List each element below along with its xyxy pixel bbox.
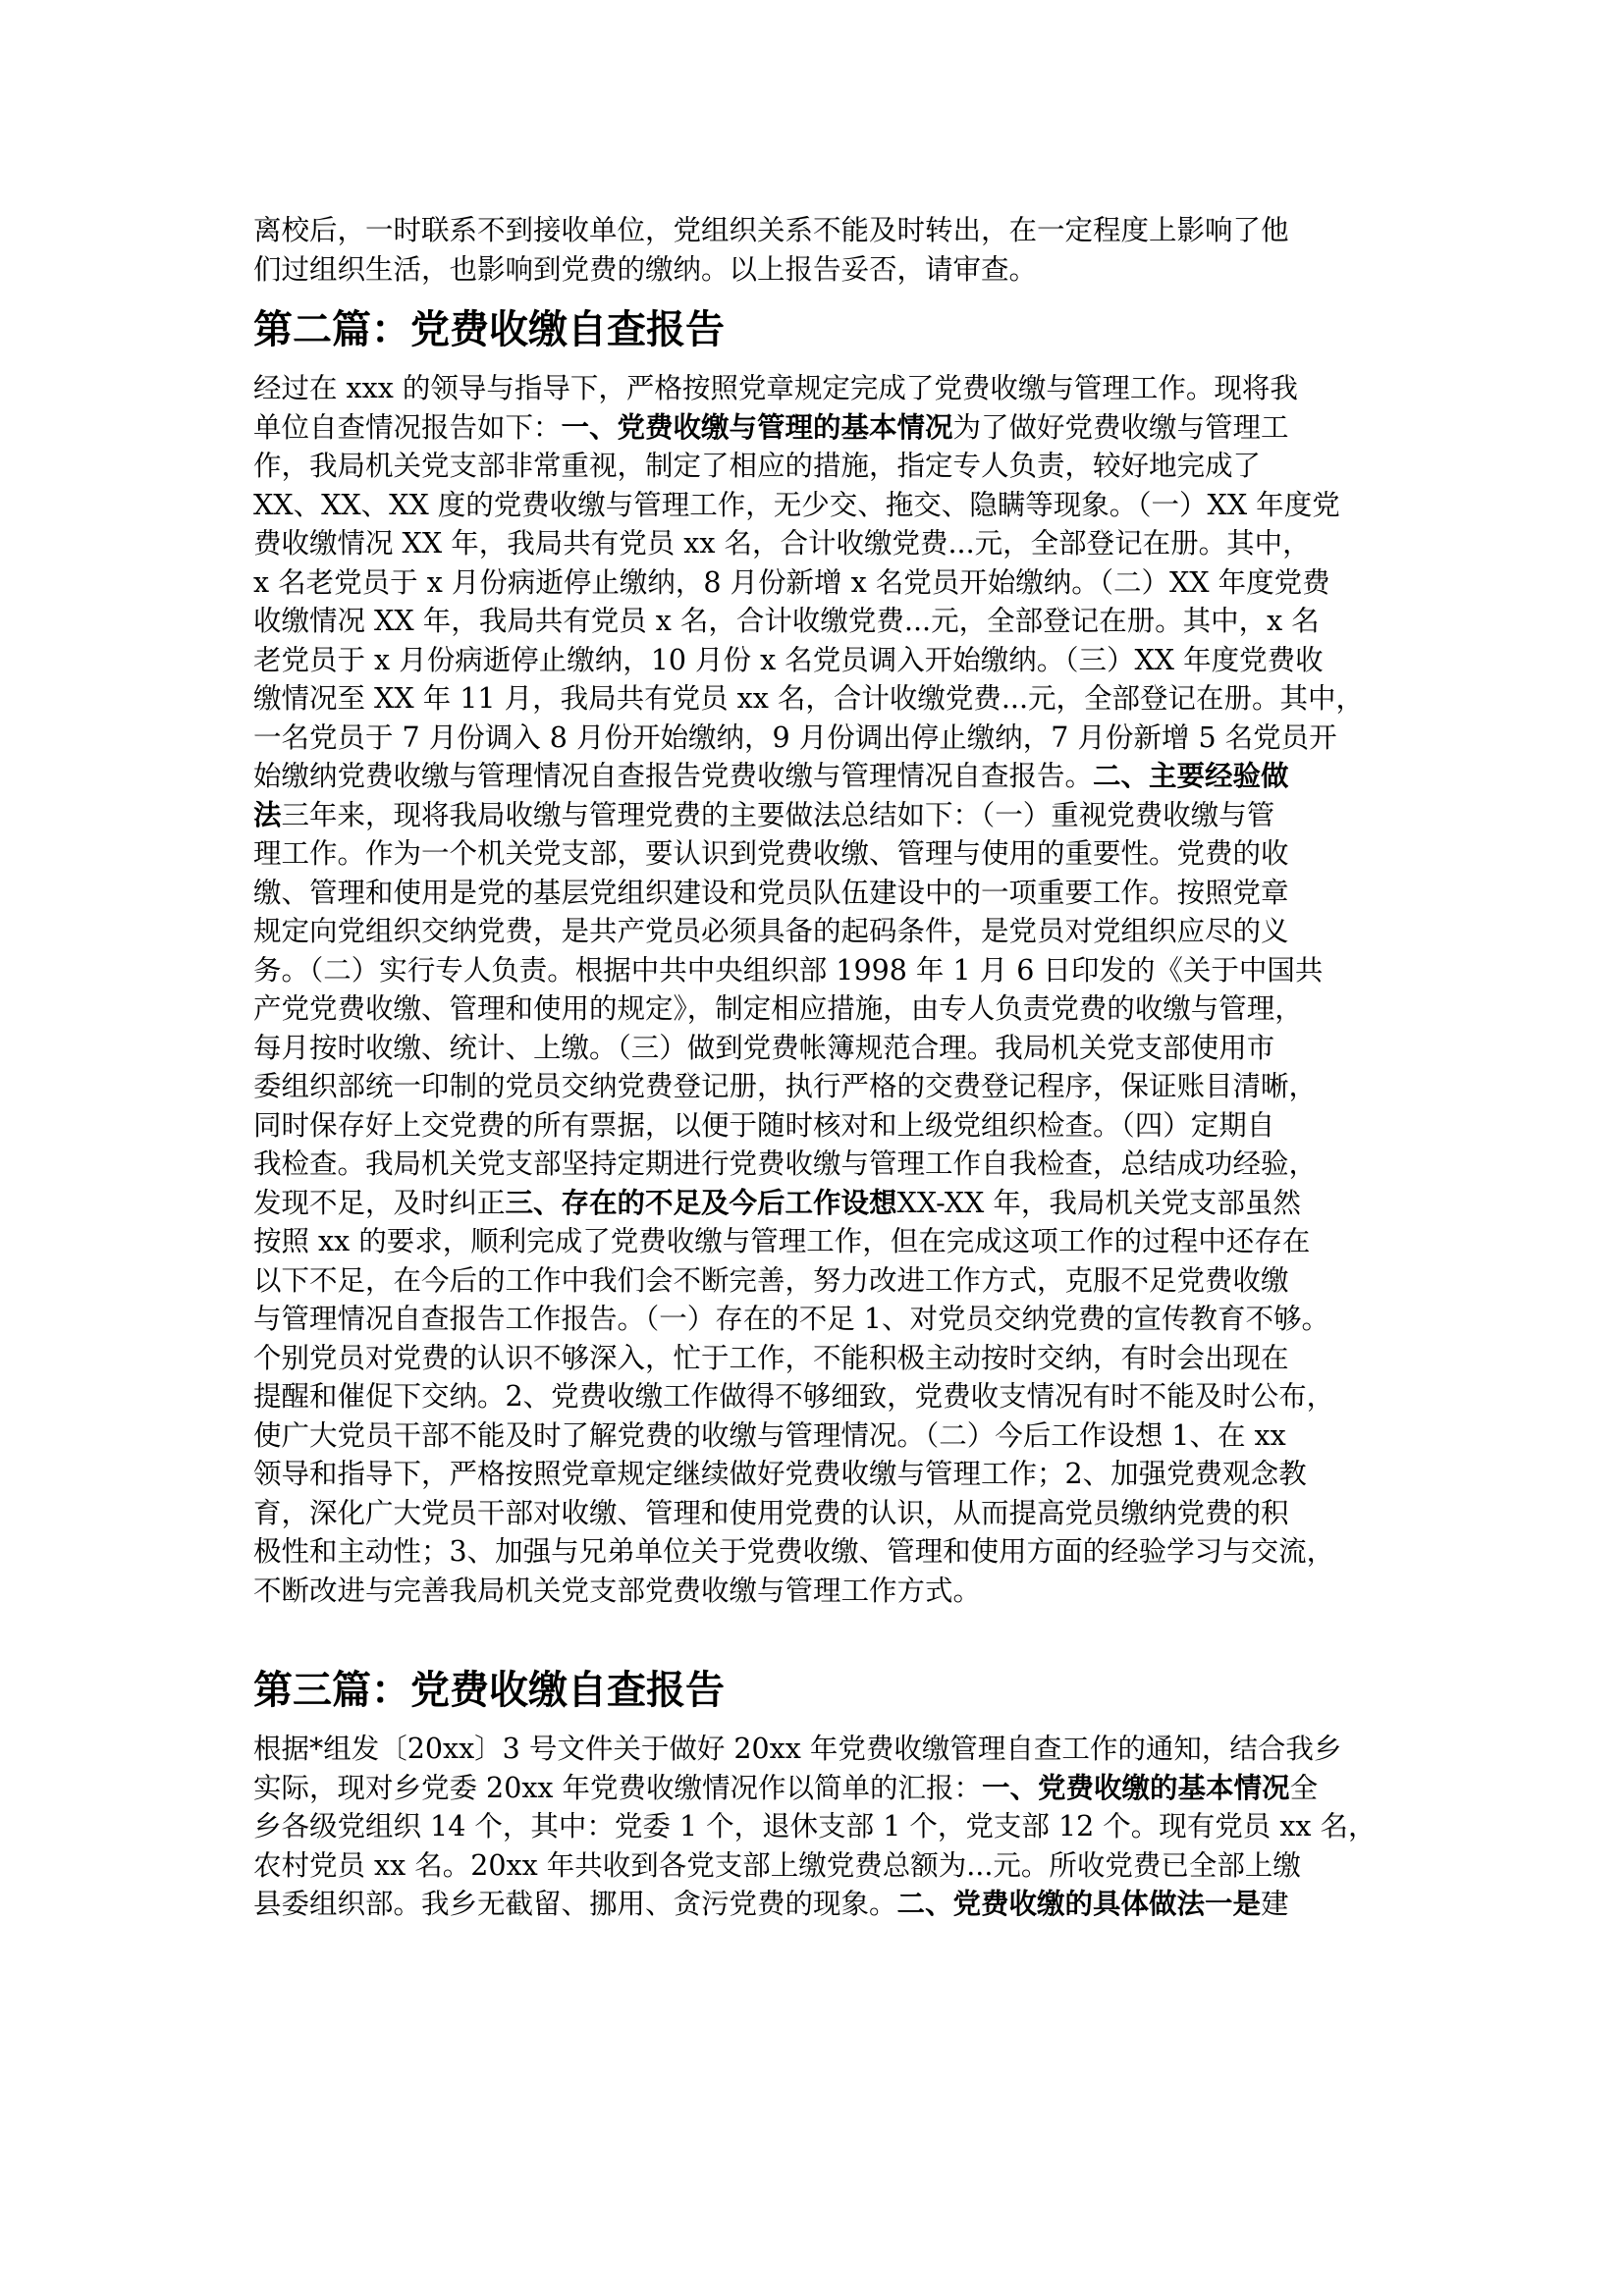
text-run: 收缴情况 XX 年，我局共有党员 x 名，合计收缴党费...元，全部登记在册。其中，x 名 — [253, 605, 1320, 637]
text-line — [253, 486, 1373, 525]
text-line — [253, 757, 1373, 796]
section-3-heading: 第三篇：党费收缴自查报告 — [253, 1668, 725, 1713]
text-run: 县委组织部。我乡无截留、挪用、贪污党费的现象。 — [253, 1888, 897, 1920]
text-run: 一名党员于 7 月份调入 8 月份开始缴纳，9 月份调出停止缴纳，7 月份新增 5 名党员开 — [253, 721, 1337, 754]
bold-heading-run: 一、党费收缴与管理的基本情况 — [561, 410, 953, 444]
text-run: 务。（二）实行专人负责。根据中共中央组织部 1998 年 1 月 6 日印发的《关于中国共 — [253, 953, 1324, 987]
text-run: 作，我局机关党支部非常重视，制定了相应的措施，指定专人负责，较好地完成了 — [253, 450, 1262, 482]
text-run: 实际，现对乡党委 20xx 年党费收缴情况作以简单的汇报： — [253, 1771, 983, 1804]
section-2-body — [253, 369, 1373, 1610]
text-run: 与管理情况自查报告工作报告。（一）存在的不足 1、对党员交纳党费的宣传教育不够。 — [253, 1303, 1329, 1335]
text-line — [253, 602, 1373, 641]
text-line — [253, 1339, 1373, 1378]
text-run: 建 — [1261, 1888, 1289, 1920]
text-line — [253, 641, 1373, 680]
text-line — [253, 1029, 1373, 1068]
text-line — [253, 1067, 1373, 1106]
intro-paragraph — [253, 211, 1373, 289]
text-run: 乡各级党组织 14 个，其中：党委 1 个，退休支部 1 个，党支部 12 个。现有党员 xx 名， — [253, 1810, 1377, 1842]
text-line — [253, 1846, 1373, 1886]
text-run: 使广大党员干部不能及时了解党费的收缴与管理情况。（二）今后工作设想 1、在 xx — [253, 1418, 1286, 1452]
text-line — [253, 1145, 1373, 1184]
text-line — [253, 1455, 1373, 1494]
text-line — [253, 1416, 1373, 1456]
text-run: 为了做好党费收缴与管理工 — [952, 410, 1289, 444]
text-line — [253, 1494, 1373, 1533]
text-line — [253, 679, 1373, 719]
text-run: 领导和指导下，严格按照党章规定继续做好党费收缴与管理工作；2、加强党费观念教 — [253, 1458, 1307, 1490]
text-run: 全 — [1289, 1771, 1319, 1804]
text-line — [253, 834, 1373, 874]
document-page — [253, 211, 1377, 1924]
text-run: 发现不足，及时纠正 — [253, 1186, 506, 1219]
text-run: 三年来，现将我局收缴与管理党费的主要做法总结如下：（一）重视党费收缴与管 — [281, 798, 1275, 831]
text-run: 按照 xx 的要求，顺利完成了党费收缴与管理工作，但在完成这项工作的过程中还存在 — [253, 1225, 1311, 1257]
text-run: 缴情况至 XX 年 11 月，我局共有党员 xx 名，合计收缴党费...元，全部登记在册。其中， — [253, 682, 1365, 715]
text-line — [253, 951, 1373, 990]
text-line — [253, 912, 1373, 951]
bold-heading-run: 二、党费收缴的具体做法一是 — [896, 1888, 1262, 1920]
text-run: 规定向党组织交纳党费，是共产党员必须具备的起码条件，是党员对党组织应尽的义 — [253, 915, 1289, 947]
text-line — [253, 796, 1373, 835]
text-run: 同时保存好上交党费的所有票据，以便于随时核对和上级党组织检查。（四）定期自 — [253, 1108, 1275, 1142]
text-run: 理工作。作为一个机关党支部，要认识到党费收缴、管理与使用的重要性。党费的收 — [253, 837, 1289, 870]
text-run: 经过在 xxx 的领导与指导下，严格按照党章规定完成了党费收缴与管理工作。现将我 — [253, 372, 1298, 404]
text-run: 每月按时收缴、统计、上缴。（三）做到党费帐簿规范合理。我局机关党支部使用市 — [253, 1031, 1275, 1064]
text-line — [253, 1184, 1373, 1223]
text-run: 育，深化广大党员干部对收缴、管理和使用党费的认识，从而提高党员缴纳党费的积 — [253, 1496, 1289, 1529]
text-run: 极性和主动性；3、加强与兄弟单位关于党费收缴、管理和使用方面的经验学习与交流， — [253, 1535, 1335, 1568]
text-line — [253, 1807, 1377, 1846]
text-line: 们过组织生活，也影响到党费的缴纳。以上报告妥否，请审查。 — [253, 252, 1038, 286]
text-run: 提醒和催促下交纳。2、党费收缴工作做得不够细致，党费收支情况有时不能及时公布， — [253, 1380, 1335, 1413]
text-run: 个别党员对党费的认识不够深入，忙于工作，不能积极主动按时交纳，有时会出现在 — [253, 1341, 1289, 1374]
section-3-body — [253, 1730, 1377, 1924]
text-line — [253, 1222, 1373, 1261]
text-line — [253, 1532, 1373, 1572]
text-line — [253, 874, 1373, 913]
text-line — [253, 1106, 1373, 1146]
text-run: 不断改进与完善我局机关党支部党费收缴与管理工作方式。 — [253, 1574, 982, 1607]
text-run: x 名老党员于 x 月份病逝停止缴纳，8 月份新增 x 名党员开始缴纳。（二）XX 年度党费 — [253, 565, 1330, 599]
text-run: 始缴纳党费收缴与管理情况自查报告党费收缴与管理情况自查报告。 — [253, 760, 1094, 792]
text-line — [253, 1377, 1373, 1416]
section-2-heading: 第二篇：党费收缴自查报告 — [253, 307, 725, 352]
bold-heading-run: 法 — [253, 798, 282, 831]
text-line — [253, 1885, 1373, 1924]
text-run: XX-XX 年，我局机关党支部虽然 — [896, 1186, 1301, 1219]
text-run: 单位自查情况报告如下： — [253, 410, 562, 444]
text-run: 农村党员 xx 名。20xx 年共收到各党支部上缴党费总额为...元。所收党费已全部上缴 — [253, 1848, 1301, 1882]
text-run: 我检查。我局机关党支部坚持定期进行党费收缴与管理工作自我检查，总结成功经验， — [253, 1148, 1318, 1180]
text-line — [253, 408, 1373, 448]
bold-heading-run: 一、党费收缴的基本情况 — [982, 1771, 1290, 1804]
text-line: 离校后，一时联系不到接收单位，党组织关系不能及时转出，在一定程度上影响了他 — [253, 214, 1289, 246]
text-line — [253, 1300, 1373, 1339]
text-run: 费收缴情况 XX 年，我局共有党员 xx 名，合计收缴党费...元，全部登记在册。其中， — [253, 527, 1311, 560]
text-line — [253, 719, 1373, 758]
text-line — [253, 369, 1373, 408]
text-line — [253, 563, 1373, 603]
text-line — [253, 1769, 1373, 1808]
text-line — [253, 1261, 1373, 1301]
bold-heading-run: 二、主要经验做 — [1093, 760, 1289, 792]
text-run: 委组织部统一印制的党员交纳党费登记册，执行严格的交费登记程序，保证账目清晰， — [253, 1070, 1318, 1102]
text-run: XX、XX、XX 度的党费收缴与管理工作，无少交、拖交、隐瞒等现象。（一）XX 年度党 — [253, 488, 1340, 521]
bold-heading-run: 三、存在的不足及今后工作设想 — [505, 1186, 897, 1219]
text-run: 产党党费收缴、管理和使用的规定》，制定相应措施，由专人负责党费的收缴与管理， — [253, 992, 1303, 1025]
text-run: 缴、管理和使用是党的基层党组织建设和党员队伍建设中的一项重要工作。按照党章 — [253, 876, 1289, 909]
text-line — [253, 1730, 1373, 1769]
text-line — [253, 989, 1373, 1029]
text-line — [253, 447, 1373, 486]
text-line — [253, 524, 1373, 563]
text-run: 老党员于 x 月份病逝停止缴纳，10 月份 x 名党员调入开始缴纳。（三）XX 年度党费收 — [253, 643, 1324, 676]
text-line — [253, 1572, 1373, 1611]
text-run: 以下不足，在今后的工作中我们会不断完善，努力改进工作方式，克服不足党费收缴 — [253, 1263, 1289, 1297]
text-run: 根据*组发〔20xx〕3 号文件关于做好 20xx 年党费收缴管理自查工作的通知，结合我乡 — [253, 1733, 1342, 1765]
